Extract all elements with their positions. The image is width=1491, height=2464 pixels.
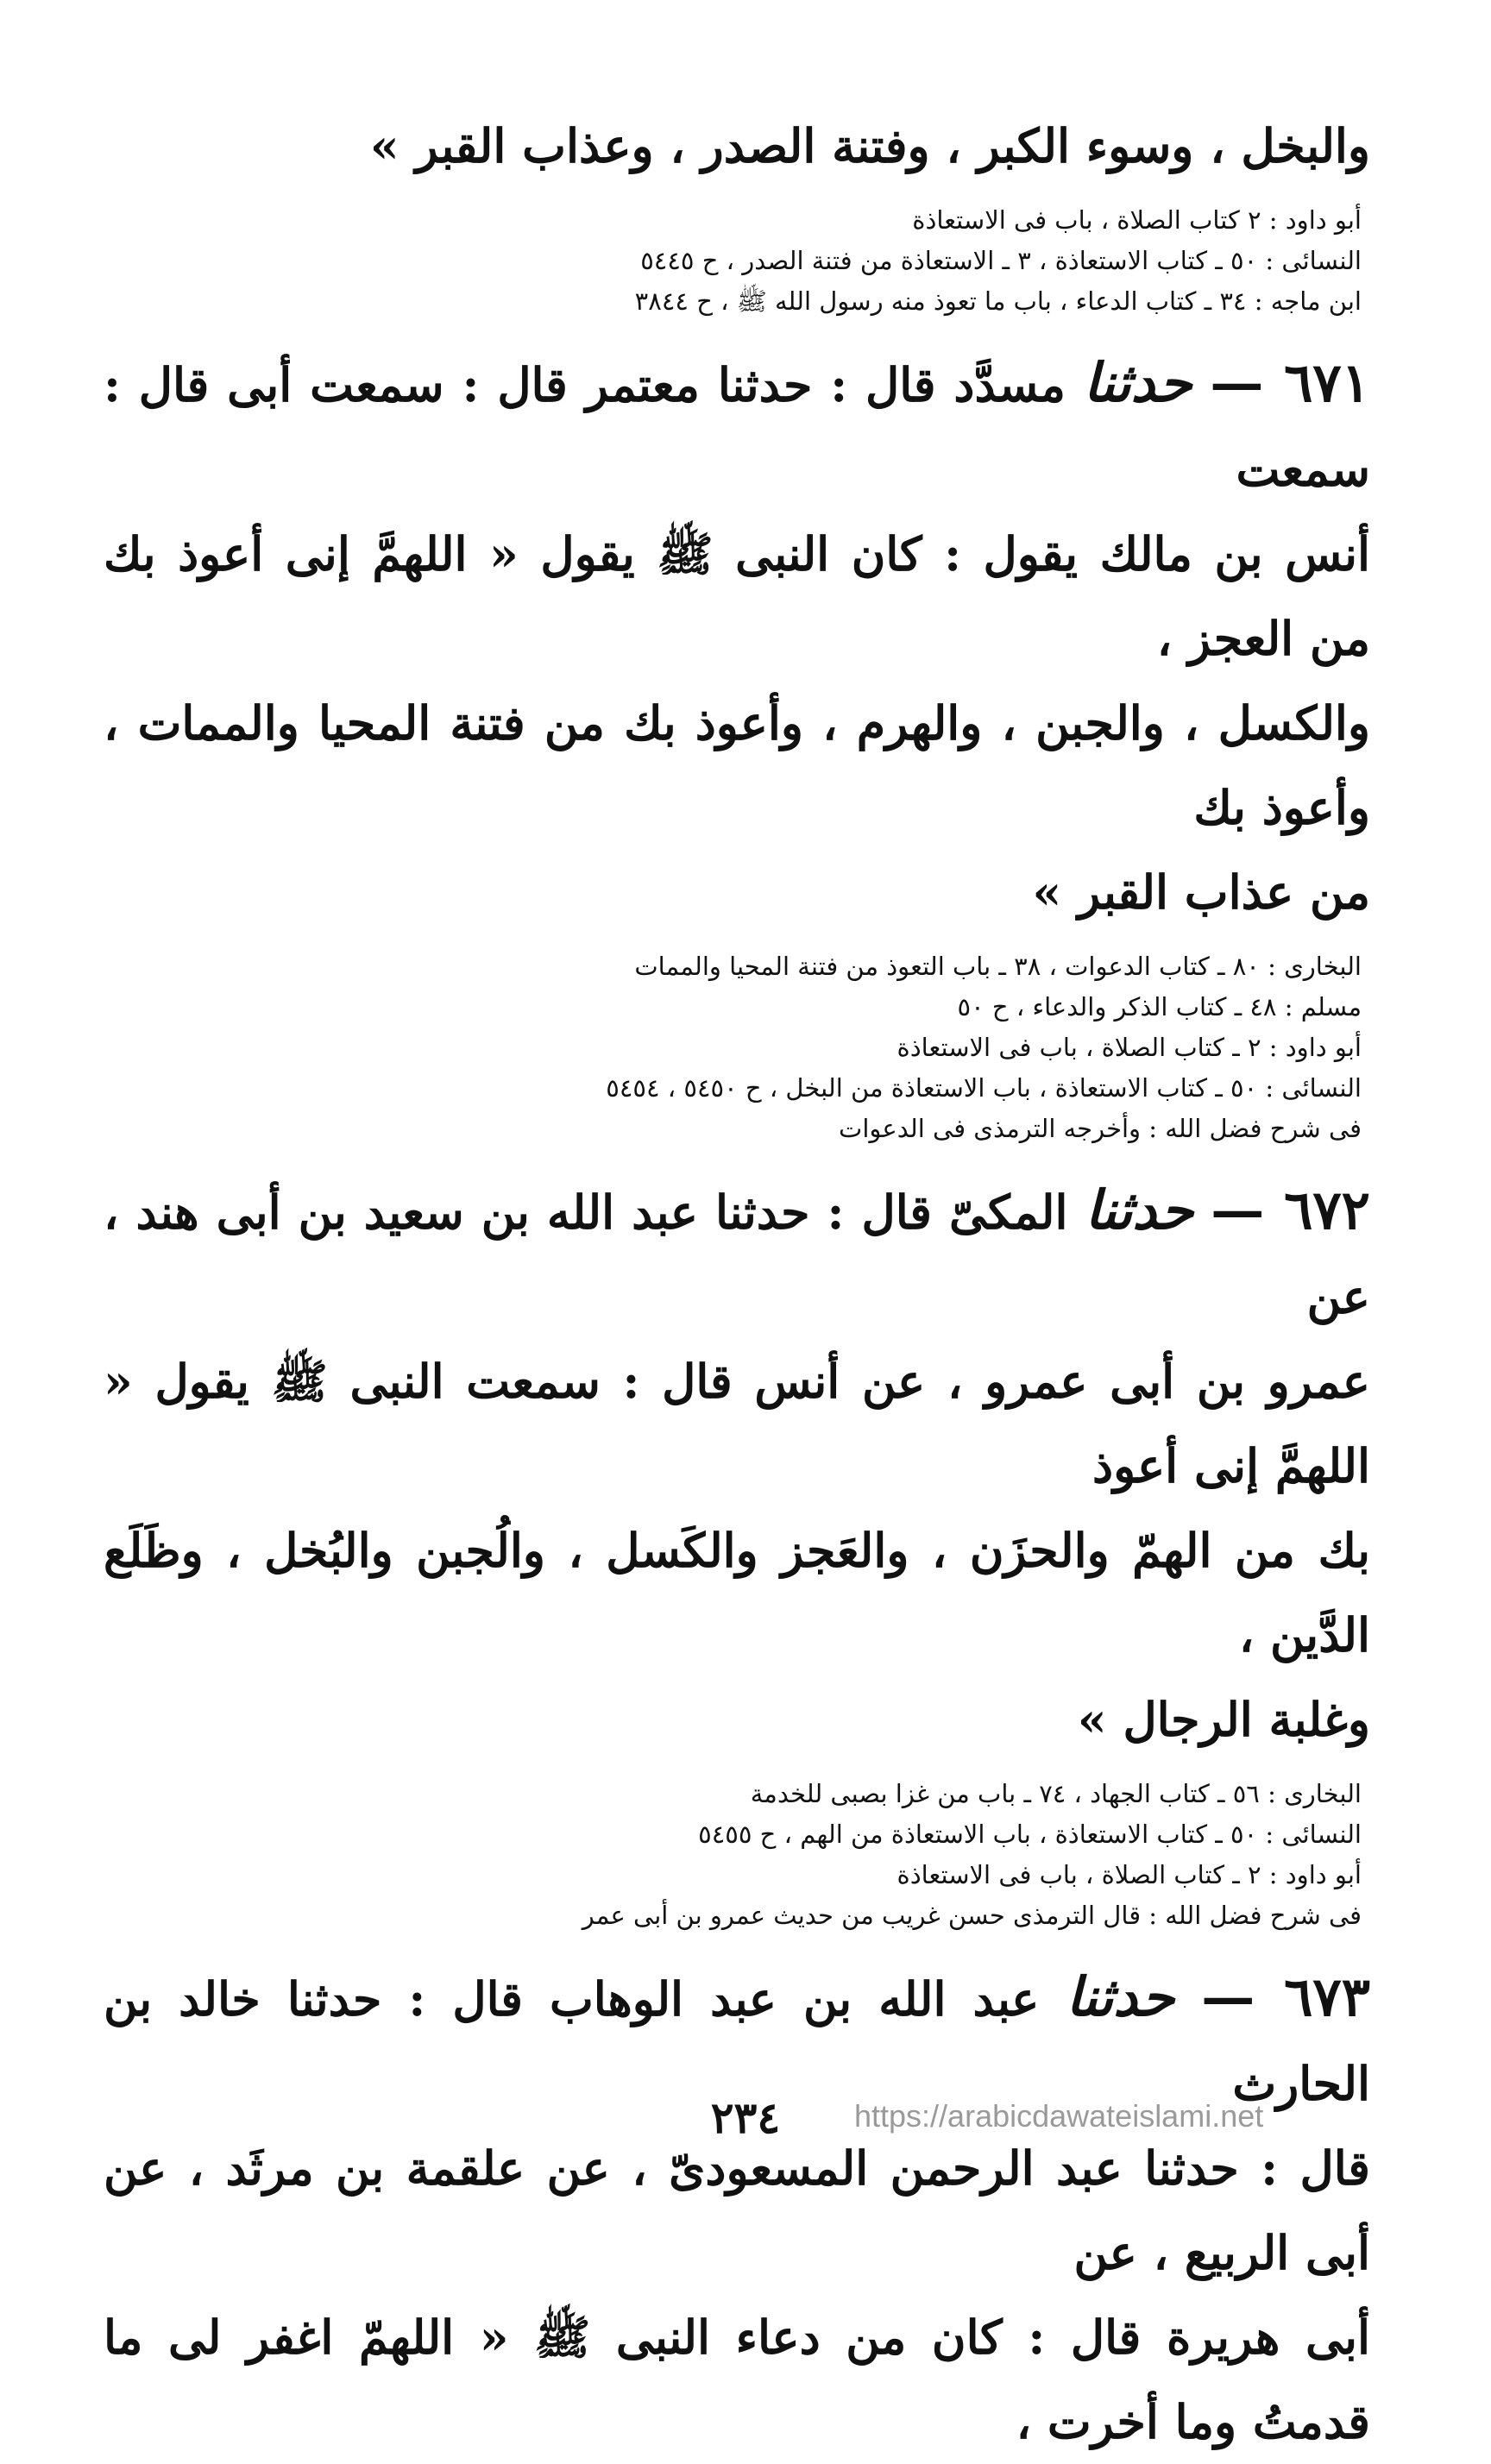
hadith-text: مسدَّد قال : حدثنا معتمر قال : سمعت أبى قال : سمعت xyxy=(104,357,1370,497)
hadith-first-line xyxy=(104,1168,1370,1339)
reference-line: النسائى : ٥٠ ـ كتاب الاستعاذة ، باب الاستعاذة من البخل ، ح ٥٤٥٠ ، ٥٤٥٤ xyxy=(606,1073,1362,1103)
hadith-671 xyxy=(104,341,1370,1149)
reference-line: مسلم : ٤٨ ـ كتاب الذكر والدعاء ، ح ٥٠ xyxy=(957,992,1362,1021)
hadith-text: المكىّ قال : حدثنا عبد الله بن سعيد بن أبى هند ، عن xyxy=(104,1185,1370,1324)
reference-line: أبو داود : ٢ ـ كتاب الصلاة ، باب فى الاستعاذة xyxy=(896,1860,1362,1889)
hadith-number: ٦٧٢ — xyxy=(1211,1179,1370,1241)
haddatha-word: حدثنا xyxy=(1083,351,1192,414)
hadith-line: والكسل ، والجبن ، والهرم ، وأعوذ بك من فتنة المحيا والممات ، وأعوذ بك xyxy=(104,695,1370,835)
reference-line: أبو داود : ٢ ـ كتاب الصلاة ، باب فى الاستعاذة xyxy=(896,1033,1362,1062)
hadith-first-line xyxy=(104,341,1370,512)
hadith-line: وغلبة الرجال » xyxy=(1077,1692,1370,1747)
reference-line: البخارى : ٨٠ ـ كتاب الدعوات ، ٣٨ ـ باب التعوذ من فتنة المحيا والممات xyxy=(634,952,1362,981)
references-block xyxy=(104,1774,1370,1936)
references-block xyxy=(104,946,1370,1149)
hadith-line: أبى هريرة قال : كان من دعاء النبى ﷺ « اللهمّ اغفر لى ما قدمتُ وما أخرت ، xyxy=(104,2310,1370,2449)
hadith-number: ٦٧١ — xyxy=(1210,351,1370,414)
hadith-672 xyxy=(104,1168,1370,1936)
hadith-line: بك من الهمّ والحزَن ، والعَجز والكَسل ، والُجبن والبُخل ، وظَلَع الدَّين ، xyxy=(104,1523,1370,1663)
watermark-url: https://arabicdawateislami.net xyxy=(854,2098,1264,2134)
hadith-number: ٦٧٣ — xyxy=(1201,1965,1370,2028)
hadith-line: قال : حدثنا عبد الرحمن المسعودىّ ، عن علقمة بن مرثَد ، عن أبى الربيع ، عن xyxy=(104,2140,1370,2280)
hadith-line: من عذاب القبر » xyxy=(1032,864,1370,920)
continuation-line: والبخل ، وسوء الكبر ، وفتنة الصدر ، وعذاب القبر » xyxy=(369,118,1370,173)
references-block xyxy=(104,200,1370,322)
hadith-673 xyxy=(104,1955,1370,2464)
reference-line: النسائى : ٥٠ ـ كتاب الاستعاذة ، باب الاستعاذة من الهم ، ح ٥٤٥٥ xyxy=(698,1820,1362,1849)
reference-line: ابن ماجه : ٣٤ ـ كتاب الدعاء ، باب ما تعوذ منه رسول الله ﷺ ، ح ٣٨٤٤ xyxy=(634,286,1362,316)
reference-line: النسائى : ٥٠ ـ كتاب الاستعاذة ، ٣ ـ الاستعاذة من فتنة الصدر ، ح ٥٤٤٥ xyxy=(640,246,1362,275)
reference-line: أبو داود : ٢ كتاب الصلاة ، باب فى الاستعاذة xyxy=(912,205,1362,235)
haddatha-word: حدثنا xyxy=(1066,1965,1175,2028)
hadith-text: عبد الله بن عبد الوهاب قال : حدثنا خالد بن الحارث xyxy=(104,1971,1370,2111)
page-number: ٢٣٤ xyxy=(710,2092,781,2143)
haddatha-word: حدثنا xyxy=(1085,1179,1194,1241)
hadith-line: عمرو بن أبى عمرو ، عن أنس قال : سمعت النبى ﷺ يقول « اللهمَّ إنى أعوذ xyxy=(104,1354,1370,1493)
reference-line: البخارى : ٥٦ ـ كتاب الجهاد ، ٧٤ ـ باب من غزا بصبى للخدمة xyxy=(750,1779,1362,1808)
hadith-line: أنس بن مالك يقول : كان النبى ﷺ يقول « اللهمَّ إنى أعوذ بك من العجز ، xyxy=(104,526,1370,666)
reference-line: فى شرح فضل الله : قال الترمذى حسن غريب من حديث عمرو بن أبى عمر xyxy=(582,1901,1362,1930)
reference-line: فى شرح فضل الله : وأخرجه الترمذى فى الدعوات xyxy=(839,1114,1362,1143)
